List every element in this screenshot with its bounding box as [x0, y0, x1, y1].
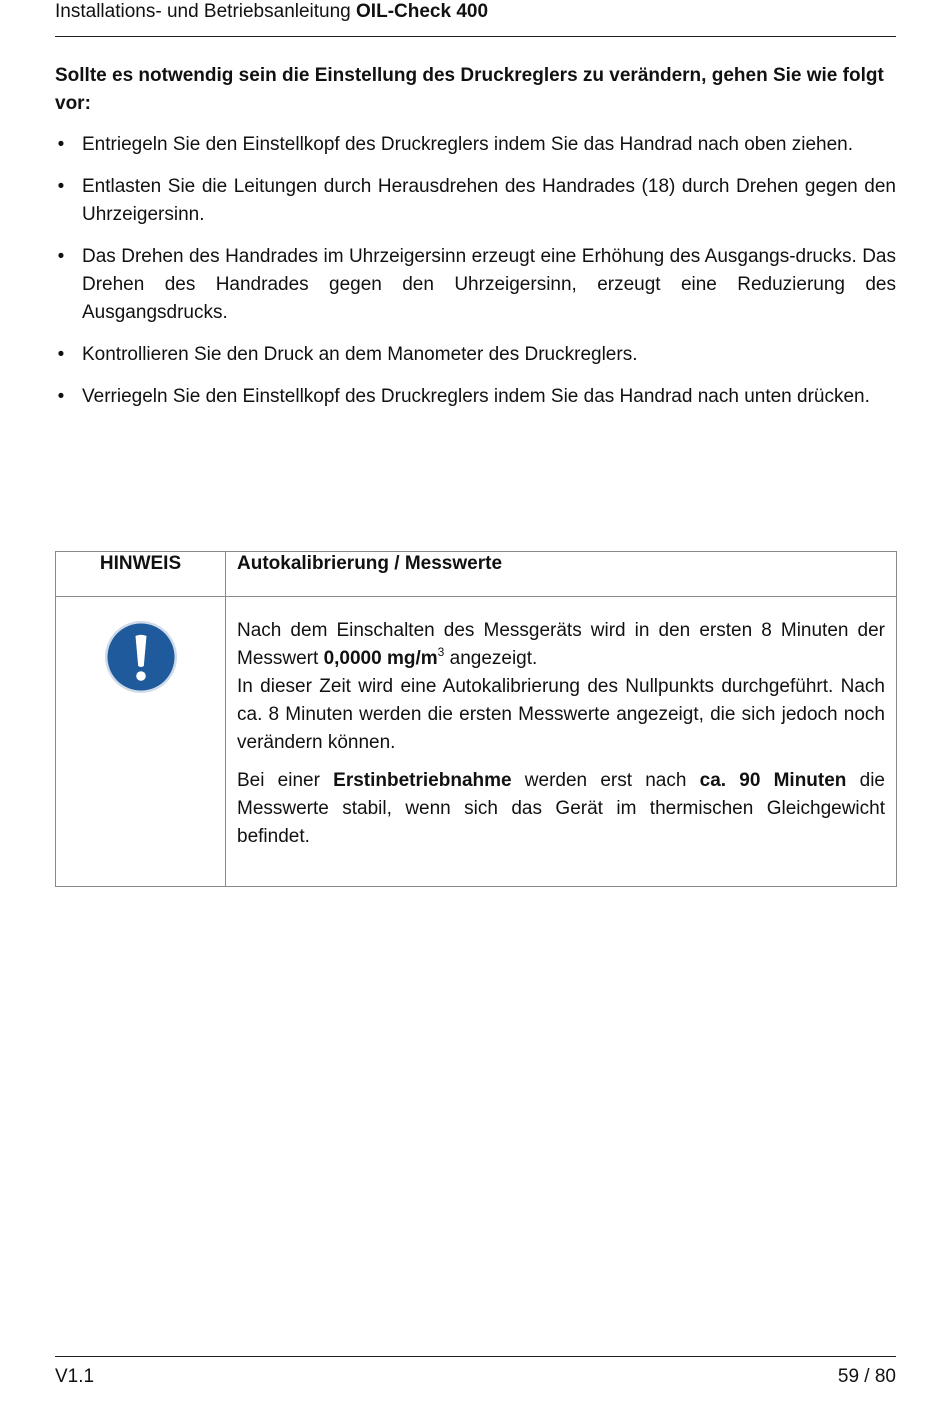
bullet-icon: •	[57, 386, 65, 407]
page-number: 59 / 80	[837, 1366, 896, 1387]
notice-icon-cell	[56, 597, 226, 887]
bullet-icon: •	[57, 134, 65, 155]
notice-label: HINWEIS	[56, 552, 226, 597]
bullet-icon: •	[57, 246, 65, 267]
notice-table	[55, 551, 897, 887]
notice-text: Bei einer	[237, 770, 334, 791]
notice-emphasis: ca. 90 Minuten	[699, 770, 847, 791]
unit-superscript: 3	[437, 645, 445, 659]
notice-paragraph-2	[237, 767, 885, 851]
intro-heading: Sollte es notwendig sein die Einstellung des Druckreglers zu verändern, gehen Sie wie folgt vor:	[55, 65, 884, 114]
steps-list	[55, 131, 896, 425]
list-item	[55, 243, 896, 327]
list-item	[55, 173, 896, 229]
page-header	[55, 0, 896, 37]
bullet-icon: •	[57, 344, 65, 365]
notice-text: angezeigt.	[444, 648, 538, 669]
step-text: Verriegeln Sie den Einstellkopf des Druckreglers indem Sie das Handrad nach unten drücken.	[82, 386, 870, 407]
notice-emphasis: Erstinbetriebnahme	[333, 770, 512, 791]
notice-title: Autokalibrierung / Messwerte	[226, 552, 897, 597]
notice-text: Nach dem Einschalten des Messgeräts wird in den ersten 8 Minuten der Messwert	[237, 620, 885, 669]
version-label: V1.1	[55, 1366, 95, 1387]
bullet-icon: •	[57, 176, 65, 197]
list-item	[55, 131, 896, 159]
notice-body	[226, 597, 897, 887]
step-text: Das Drehen des Handrades im Uhrzeigersinn erzeugt eine Erhöhung des Ausgangs-drucks. Das Drehen des Handrades gegen den Uhrzeigersinn, erzeugt eine Reduzierung des Ausgangsdrucks.	[82, 246, 896, 323]
header-title: Installations- und Betriebsanleitung	[55, 1, 357, 22]
page-footer	[55, 1356, 896, 1387]
header-product-name: OIL-Check 400	[356, 1, 489, 22]
step-text: Entlasten Sie die Leitungen durch Herausdrehen des Handrades (18) durch Drehen gegen den Uhrzeigersinn.	[82, 176, 896, 225]
step-text: Kontrollieren Sie den Druck an dem Manometer des Druckreglers.	[82, 344, 638, 365]
notice-text: werden erst nach	[511, 770, 700, 791]
step-text: Entriegeln Sie den Einstellkopf des Druckreglers indem Sie das Handrad nach oben ziehen.	[82, 134, 854, 155]
list-item	[55, 383, 896, 411]
mandatory-exclamation-icon	[104, 620, 178, 694]
notice-text: die Messwerte stabil, wenn sich das Gerät im thermischen Gleichgewicht befindet.	[237, 770, 885, 847]
list-item	[55, 341, 896, 369]
measurement-value: 0,0000 mg/m	[323, 648, 438, 669]
notice-paragraph-1	[237, 617, 885, 757]
notice-text: In dieser Zeit wird eine Autokalibrierung des Nullpunkts durchgeführt. Nach ca. 8 Minuten werden die ersten Messwerte angezeigt, die sich jedoch noch verändern können.	[237, 676, 885, 753]
